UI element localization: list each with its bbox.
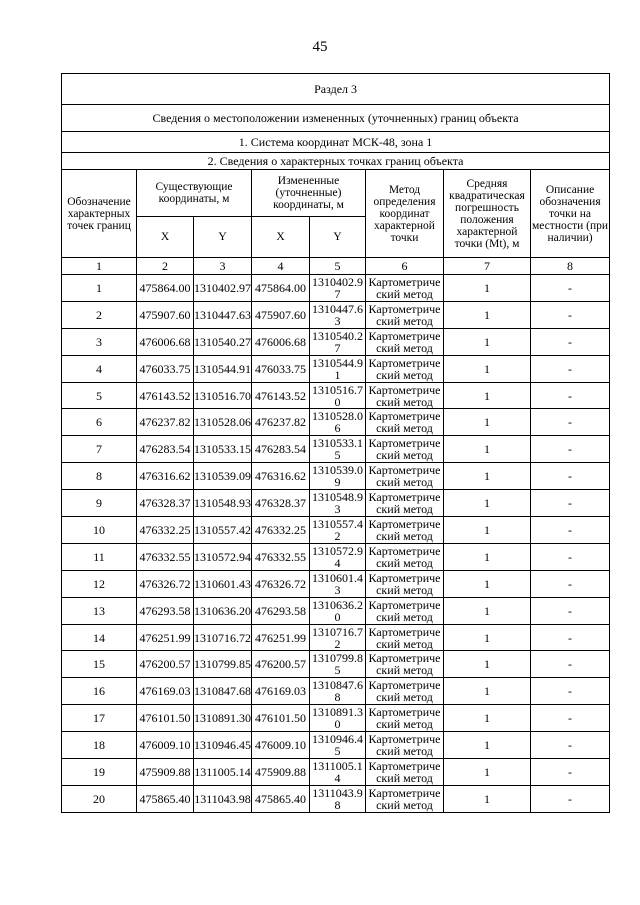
changed-y-cell: [310, 517, 366, 544]
point-number-cell: 17: [62, 705, 137, 732]
method-cell-text: Картометрический метод: [368, 328, 441, 355]
existing-y-cell: [194, 409, 252, 436]
existing-y-cell: [194, 651, 252, 678]
existing-y-cell-text: 1310847.68: [194, 684, 251, 699]
changed-y-cell-text: 1310636.20: [312, 597, 363, 624]
method-cell-text: Картометрический метод: [368, 355, 441, 382]
existing-x-cell: 476326.72: [137, 570, 194, 597]
changed-x-cell: 476006.68: [252, 328, 310, 355]
error-cell: 1: [444, 651, 531, 678]
header-x-existing: X: [137, 217, 194, 258]
table-row: [62, 543, 610, 570]
changed-y-cell: [310, 785, 366, 812]
error-cell: 1: [444, 490, 531, 517]
changed-x-cell: 475907.60: [252, 301, 310, 328]
table-row: [62, 732, 610, 759]
existing-y-cell: [194, 463, 252, 490]
point-number-cell: 4: [62, 355, 137, 382]
point-number-cell: 5: [62, 382, 137, 409]
point-number-cell: 1: [62, 275, 137, 302]
existing-y-cell: [194, 328, 252, 355]
method-cell: [366, 490, 444, 517]
changed-x-cell: 476009.10: [252, 732, 310, 759]
changed-y-cell-text: 1310544.91: [312, 355, 363, 382]
existing-x-cell: 476283.54: [137, 436, 194, 463]
changed-x-cell: 476326.72: [252, 570, 310, 597]
changed-y-cell: [310, 275, 366, 302]
method-cell-text: Картометрический метод: [368, 570, 441, 597]
method-cell-text: Картометрический метод: [368, 301, 441, 328]
error-cell: 1: [444, 732, 531, 759]
error-cell: 1: [444, 759, 531, 786]
existing-y-cell-text: 1311043.98: [194, 791, 251, 806]
error-cell: 1: [444, 355, 531, 382]
changed-x-cell: 476251.99: [252, 624, 310, 651]
table-row: [62, 597, 610, 624]
changed-y-cell: [310, 409, 366, 436]
existing-x-cell: 476200.57: [137, 651, 194, 678]
column-number: 7: [444, 258, 531, 275]
changed-y-cell: [310, 382, 366, 409]
changed-y-cell-text: 1310540.27: [312, 328, 363, 355]
existing-y-cell: [194, 597, 252, 624]
changed-x-cell: 476283.54: [252, 436, 310, 463]
column-number: 8: [531, 258, 610, 275]
method-cell: [366, 597, 444, 624]
changed-y-cell: [310, 301, 366, 328]
header-y-existing: Y: [194, 217, 252, 258]
table-row: [62, 301, 610, 328]
error-cell: 1: [444, 624, 531, 651]
changed-y-cell: [310, 759, 366, 786]
description-cell: -: [531, 355, 610, 382]
method-cell-text: Картометрический метод: [368, 785, 441, 812]
method-cell-text: Картометрический метод: [368, 274, 441, 301]
table-row: [62, 651, 610, 678]
error-cell: 1: [444, 543, 531, 570]
description-cell: -: [531, 597, 610, 624]
method-cell-text: Картометрический метод: [368, 678, 441, 705]
existing-y-cell-text: 1310533.15: [194, 442, 251, 457]
changed-y-cell-text: 1310891.30: [312, 705, 363, 732]
description-cell: -: [531, 517, 610, 544]
error-cell: 1: [444, 409, 531, 436]
description-cell: -: [531, 785, 610, 812]
point-number-cell: 15: [62, 651, 137, 678]
existing-y-cell: [194, 732, 252, 759]
method-cell-text: Картометрический метод: [368, 705, 441, 732]
changed-y-cell-text: 1310847.68: [312, 678, 363, 705]
header-y-changed: Y: [310, 217, 366, 258]
changed-x-cell: 476169.03: [252, 678, 310, 705]
changed-y-cell-text: 1310533.15: [312, 436, 363, 463]
existing-x-cell: 476006.68: [137, 328, 194, 355]
existing-y-cell-text: 1310799.85: [194, 657, 251, 672]
changed-y-cell: [310, 355, 366, 382]
header-method: Метод определения координат характерной точки: [366, 170, 444, 258]
method-cell: [366, 328, 444, 355]
existing-x-cell: 475909.88: [137, 759, 194, 786]
existing-y-cell: [194, 678, 252, 705]
page-number: 45: [312, 39, 328, 55]
changed-y-cell: [310, 624, 366, 651]
changed-y-cell-text: 1310557.42: [312, 516, 363, 543]
method-cell: [366, 275, 444, 302]
changed-y-cell: [310, 651, 366, 678]
changed-y-cell: [310, 463, 366, 490]
table-row: [62, 436, 610, 463]
description-cell: -: [531, 705, 610, 732]
changed-y-cell: [310, 678, 366, 705]
points-heading: 2. Сведения о характерных точках границ объекта: [62, 153, 610, 170]
error-cell: 1: [444, 785, 531, 812]
existing-y-cell-text: 1310891.30: [194, 711, 251, 726]
description-cell: -: [531, 275, 610, 302]
changed-y-cell-text: 1310572.94: [312, 543, 363, 570]
method-cell-text: Картометрический метод: [368, 382, 441, 409]
point-number-cell: 12: [62, 570, 137, 597]
table-row: [62, 382, 610, 409]
existing-x-cell: 475907.60: [137, 301, 194, 328]
changed-y-cell-text: 1311043.98: [312, 785, 363, 812]
existing-y-cell: [194, 570, 252, 597]
error-cell: 1: [444, 678, 531, 705]
existing-x-cell: 476009.10: [137, 732, 194, 759]
changed-y-cell: [310, 543, 366, 570]
existing-x-cell: 476316.62: [137, 463, 194, 490]
method-cell: [366, 436, 444, 463]
existing-y-cell-text: 1310557.42: [194, 522, 251, 537]
column-numbers-row: [62, 258, 610, 275]
point-number-cell: 7: [62, 436, 137, 463]
point-number-cell: 20: [62, 785, 137, 812]
point-number-cell: 2: [62, 301, 137, 328]
changed-y-cell-text: 1310402.97: [312, 274, 363, 301]
table-row: [62, 328, 610, 355]
changed-x-cell: 476328.37: [252, 490, 310, 517]
changed-x-cell: 476101.50: [252, 705, 310, 732]
existing-x-cell: 476237.82: [137, 409, 194, 436]
table-row: [62, 275, 610, 302]
table-row: [62, 705, 610, 732]
description-cell: -: [531, 759, 610, 786]
table-row: [62, 785, 610, 812]
existing-y-cell: [194, 543, 252, 570]
table-row: [62, 409, 610, 436]
description-cell: -: [531, 732, 610, 759]
description-cell: -: [531, 328, 610, 355]
method-cell-text: Картометрический метод: [368, 758, 441, 785]
existing-y-cell: [194, 624, 252, 651]
existing-y-cell-text: 1310539.09: [194, 469, 251, 484]
changed-y-cell: [310, 490, 366, 517]
section-subtitle: Сведения о местоположении измененных (уточненных) границ объекта: [62, 105, 610, 132]
table-row: [62, 490, 610, 517]
section-title: Раздел 3: [62, 74, 610, 105]
changed-y-cell-text: 1311005.14: [312, 758, 363, 785]
changed-y-cell: [310, 436, 366, 463]
existing-y-cell-text: 1310636.20: [194, 603, 251, 618]
changed-y-cell-text: 1310516.70: [312, 382, 363, 409]
error-cell: 1: [444, 463, 531, 490]
column-number: 6: [366, 258, 444, 275]
changed-y-cell-text: 1310539.09: [312, 463, 363, 490]
existing-x-cell: 476332.25: [137, 517, 194, 544]
column-number: 1: [62, 258, 137, 275]
existing-y-cell-text: 1310540.27: [194, 334, 251, 349]
changed-x-cell: 476143.52: [252, 382, 310, 409]
error-cell: 1: [444, 597, 531, 624]
existing-x-cell: 476169.03: [137, 678, 194, 705]
description-cell: -: [531, 409, 610, 436]
existing-x-cell: 476251.99: [137, 624, 194, 651]
method-cell-text: Картометрический метод: [368, 651, 441, 678]
changed-y-cell: [310, 597, 366, 624]
method-cell: [366, 759, 444, 786]
changed-y-cell-text: 1310946.45: [312, 732, 363, 759]
header-designation: Обозначение характерных точек границ: [62, 170, 137, 258]
method-cell: [366, 785, 444, 812]
column-number: 2: [137, 258, 194, 275]
changed-y-cell: [310, 732, 366, 759]
point-number-cell: 16: [62, 678, 137, 705]
existing-y-cell: [194, 275, 252, 302]
existing-y-cell: [194, 785, 252, 812]
description-cell: -: [531, 678, 610, 705]
method-cell: [366, 409, 444, 436]
existing-y-cell-text: 1310548.93: [194, 496, 251, 511]
table-row: [62, 570, 610, 597]
changed-y-cell-text: 1310447.63: [312, 301, 363, 328]
description-cell: -: [531, 543, 610, 570]
method-cell: [366, 651, 444, 678]
table-row: [62, 624, 610, 651]
table-row: [62, 355, 610, 382]
description-cell: -: [531, 624, 610, 651]
point-number-cell: 8: [62, 463, 137, 490]
description-cell: -: [531, 463, 610, 490]
error-cell: 1: [444, 328, 531, 355]
header-changed-coordinates: Измененные (уточненные) координаты, м: [252, 170, 366, 217]
point-number-cell: 18: [62, 732, 137, 759]
method-cell: [366, 678, 444, 705]
error-cell: 1: [444, 517, 531, 544]
existing-x-cell: 476293.58: [137, 597, 194, 624]
existing-y-cell-text: 1310544.91: [194, 361, 251, 376]
table-row: [62, 678, 610, 705]
method-cell: [366, 705, 444, 732]
description-cell: -: [531, 651, 610, 678]
table-row: [62, 759, 610, 786]
method-cell-text: Картометрический метод: [368, 463, 441, 490]
point-number-cell: 3: [62, 328, 137, 355]
method-cell-text: Картометрический метод: [368, 597, 441, 624]
method-cell: [366, 463, 444, 490]
changed-y-cell: [310, 705, 366, 732]
existing-y-cell: [194, 436, 252, 463]
method-cell: [366, 543, 444, 570]
changed-x-cell: 476316.62: [252, 463, 310, 490]
error-cell: 1: [444, 436, 531, 463]
existing-y-cell-text: 1310716.72: [194, 630, 251, 645]
table-row: [62, 517, 610, 544]
description-cell: -: [531, 490, 610, 517]
changed-x-cell: 476200.57: [252, 651, 310, 678]
existing-y-cell: [194, 355, 252, 382]
existing-y-cell: [194, 382, 252, 409]
method-cell: [366, 355, 444, 382]
point-number-cell: 9: [62, 490, 137, 517]
existing-y-cell-text: 1310601.43: [194, 576, 251, 591]
method-cell-text: Картометрический метод: [368, 543, 441, 570]
existing-x-cell: 475864.00: [137, 275, 194, 302]
column-number: 5: [310, 258, 366, 275]
changed-x-cell: 476033.75: [252, 355, 310, 382]
header-error: Средняя квадратическая погрешность положения характерной точки (Mt), м: [444, 170, 531, 258]
point-number-cell: 19: [62, 759, 137, 786]
description-cell: -: [531, 570, 610, 597]
point-number-cell: 10: [62, 517, 137, 544]
method-cell-text: Картометрический метод: [368, 409, 441, 436]
coordinate-system: 1. Система координат МСК-48, зона 1: [62, 132, 610, 153]
changed-y-cell-text: 1310716.72: [312, 624, 363, 651]
existing-x-cell: 476328.37: [137, 490, 194, 517]
point-number-cell: 13: [62, 597, 137, 624]
table-row: [62, 463, 610, 490]
method-cell-text: Картометрический метод: [368, 516, 441, 543]
existing-y-cell: [194, 517, 252, 544]
error-cell: 1: [444, 570, 531, 597]
point-number-cell: 14: [62, 624, 137, 651]
changed-x-cell: 475864.00: [252, 275, 310, 302]
existing-y-cell-text: 1310528.06: [194, 415, 251, 430]
error-cell: 1: [444, 705, 531, 732]
column-number: 3: [194, 258, 252, 275]
method-cell: [366, 570, 444, 597]
boundary-points-table: [61, 73, 610, 813]
method-cell: [366, 732, 444, 759]
column-number: 4: [252, 258, 310, 275]
existing-y-cell-text: 1310572.94: [194, 549, 251, 564]
changed-x-cell: 475865.40: [252, 785, 310, 812]
existing-y-cell-text: 1310946.45: [194, 738, 251, 753]
existing-x-cell: 476332.55: [137, 543, 194, 570]
existing-x-cell: 476101.50: [137, 705, 194, 732]
description-cell: -: [531, 436, 610, 463]
header-x-changed: X: [252, 217, 310, 258]
changed-y-cell: [310, 570, 366, 597]
existing-x-cell: 476143.52: [137, 382, 194, 409]
existing-y-cell: [194, 705, 252, 732]
changed-y-cell-text: 1310601.43: [312, 570, 363, 597]
description-cell: -: [531, 382, 610, 409]
existing-y-cell: [194, 490, 252, 517]
method-cell-text: Картометрический метод: [368, 436, 441, 463]
changed-y-cell-text: 1310548.93: [312, 490, 363, 517]
error-cell: 1: [444, 382, 531, 409]
header-description: Описание обозначения точки на местности (при наличии): [531, 170, 610, 258]
existing-x-cell: 475865.40: [137, 785, 194, 812]
error-cell: 1: [444, 275, 531, 302]
changed-x-cell: 476332.55: [252, 543, 310, 570]
method-cell: [366, 301, 444, 328]
changed-x-cell: 475909.88: [252, 759, 310, 786]
method-cell: [366, 382, 444, 409]
error-cell: 1: [444, 301, 531, 328]
changed-y-cell-text: 1310799.85: [312, 651, 363, 678]
changed-x-cell: 476237.82: [252, 409, 310, 436]
changed-y-cell-text: 1310528.06: [312, 409, 363, 436]
method-cell: [366, 624, 444, 651]
description-cell: -: [531, 301, 610, 328]
header-existing-coordinates: Существующие координаты, м: [137, 170, 252, 217]
existing-y-cell-text: 1310447.63: [194, 307, 251, 322]
existing-y-cell: [194, 759, 252, 786]
changed-y-cell: [310, 328, 366, 355]
existing-y-cell: [194, 301, 252, 328]
method-cell-text: Картометрический метод: [368, 624, 441, 651]
method-cell: [366, 517, 444, 544]
existing-y-cell-text: 1311005.14: [194, 764, 251, 779]
existing-x-cell: 476033.75: [137, 355, 194, 382]
changed-x-cell: 476293.58: [252, 597, 310, 624]
point-number-cell: 11: [62, 543, 137, 570]
existing-y-cell-text: 1310402.97: [194, 280, 251, 295]
method-cell-text: Картометрический метод: [368, 732, 441, 759]
changed-x-cell: 476332.25: [252, 517, 310, 544]
existing-y-cell-text: 1310516.70: [194, 388, 251, 403]
point-number-cell: 6: [62, 409, 137, 436]
method-cell-text: Картометрический метод: [368, 490, 441, 517]
